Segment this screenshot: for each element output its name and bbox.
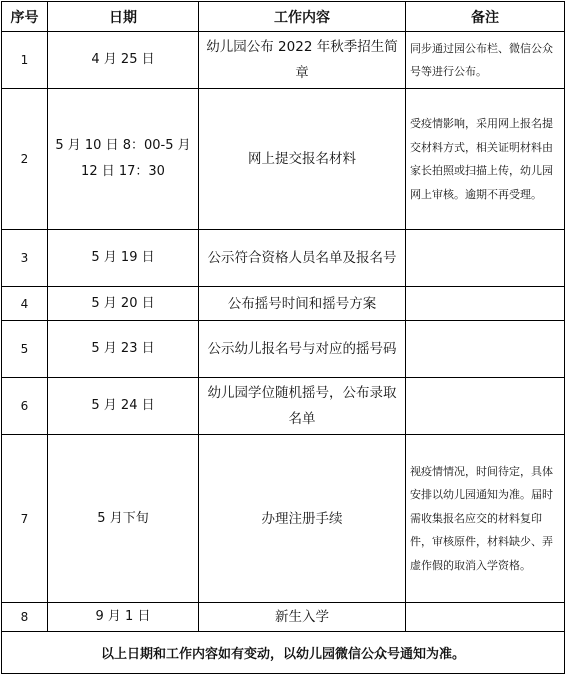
header-work: 工作内容: [199, 2, 406, 32]
enrollment-schedule-table: [1, 1, 565, 674]
table-row: [2, 89, 565, 230]
header-no: 序号: [2, 2, 48, 32]
header-row: [2, 2, 565, 32]
row-note: 同步通过园公布栏、微信公众号等进行公布。: [406, 32, 565, 89]
table-row: [2, 435, 565, 603]
table-row: [2, 32, 565, 89]
row-no: 4: [2, 287, 48, 321]
row-date: 5 月下旬: [48, 435, 199, 603]
row-work: 幼儿园学位随机摇号，公布录取名单: [199, 378, 406, 435]
row-date: 4 月 25 日: [48, 32, 199, 89]
row-no: 8: [2, 603, 48, 632]
row-no: 5: [2, 321, 48, 378]
row-note: 受疫情影响，采用网上报名提交材料方式，相关证明材料由家长拍照或扫描上传，幼儿园网上审核。逾期不再受理。: [406, 89, 565, 230]
row-no: 7: [2, 435, 48, 603]
row-note: [406, 378, 565, 435]
row-work: 办理注册手续: [199, 435, 406, 603]
row-work: 新生入学: [199, 603, 406, 632]
row-no: 2: [2, 89, 48, 230]
header-note: 备注: [406, 2, 565, 32]
row-work: 幼儿园公布 2022 年秋季招生简章: [199, 32, 406, 89]
footer-note: 以上日期和工作内容如有变动，以幼儿园微信公众号通知为准。: [2, 632, 565, 674]
header-date: 日期: [48, 2, 199, 32]
row-date: 5 月 20 日: [48, 287, 199, 321]
row-note: [406, 603, 565, 632]
row-work: 公示符合资格人员名单及报名号: [199, 230, 406, 287]
row-work: 公布摇号时间和摇号方案: [199, 287, 406, 321]
row-note: [406, 287, 565, 321]
row-note: [406, 321, 565, 378]
table-row: [2, 603, 565, 632]
row-no: 6: [2, 378, 48, 435]
row-note: [406, 230, 565, 287]
table-row: [2, 287, 565, 321]
table-row: [2, 321, 565, 378]
row-date: 5 月 23 日: [48, 321, 199, 378]
row-work: 网上提交报名材料: [199, 89, 406, 230]
footer-row: [2, 632, 565, 674]
row-no: 1: [2, 32, 48, 89]
row-date: 5 月 24 日: [48, 378, 199, 435]
row-work: 公示幼儿报名号与对应的摇号码: [199, 321, 406, 378]
row-no: 3: [2, 230, 48, 287]
table-row: [2, 378, 565, 435]
row-date: 5 月 19 日: [48, 230, 199, 287]
row-date: 9 月 1 日: [48, 603, 199, 632]
table-row: [2, 230, 565, 287]
row-note: 视疫情情况，时间待定，具体安排以幼儿园通知为准。届时需收集报名应交的材料复印件，审核原件，材料缺少、弄虚作假的取消入学资格。: [406, 435, 565, 603]
row-date: 5 月 10 日 8：00-5 月 12 日 17：30: [48, 89, 199, 230]
